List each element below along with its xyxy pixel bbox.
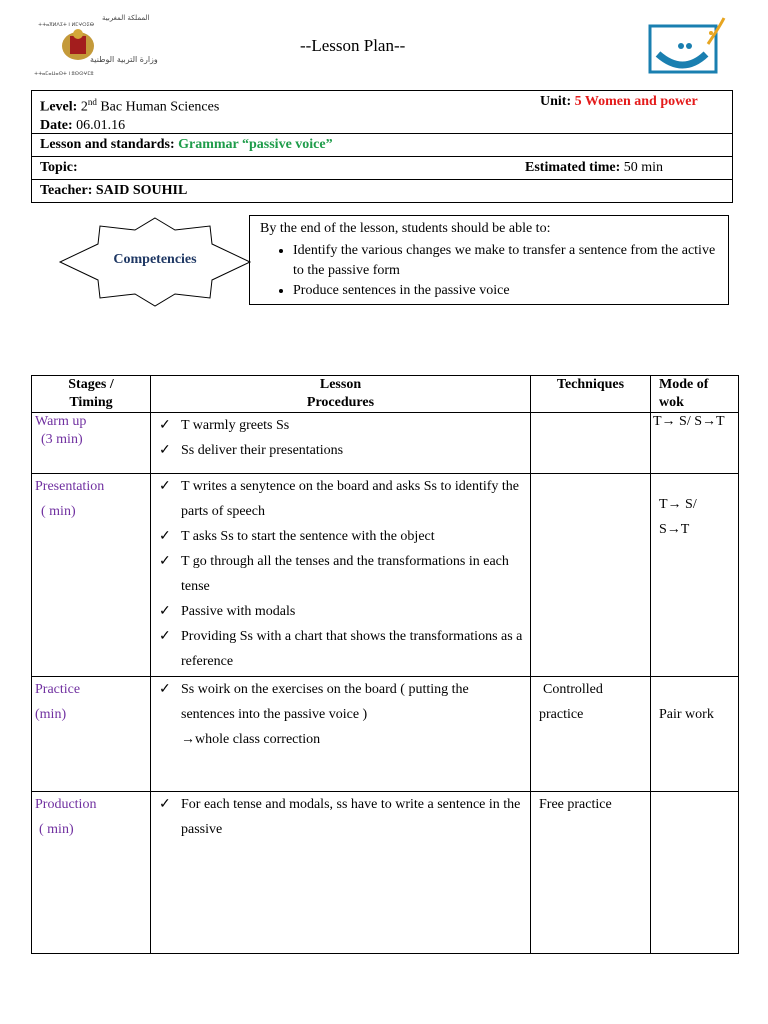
standards-label: Lesson and standards:	[40, 137, 175, 152]
technique-cell	[531, 413, 651, 474]
procedures-cell	[151, 413, 531, 474]
table-header-row	[32, 376, 739, 413]
procedures-cell	[151, 792, 531, 954]
list-item: ✓ Ss woirk on the exercises on the board ( putting the sentences into the passive voice )	[159, 682, 469, 722]
competencies-list	[260, 241, 728, 301]
svg-text:+ⵜⴰⵎⴰⵡⴰⵙⵜ ⵏ ⵓⵙⵙⵖⵎⵓ: +ⵜⴰⵎⴰⵡⴰⵙⵜ ⵏ ⵓⵙⵙⵖⵎⵓ	[34, 71, 94, 77]
technique-cell: Controlled practice	[531, 677, 651, 792]
unit-value: 5 Women and power	[574, 94, 698, 109]
header-lesson: Lesson Procedures	[151, 376, 531, 413]
time-label: Estimated time:	[525, 160, 621, 175]
table-row	[32, 474, 739, 677]
stage-cell: Warm up (3 min)	[32, 413, 151, 474]
competencies-label: Competencies	[113, 252, 197, 267]
level-sup: nd	[87, 97, 97, 107]
table-row	[32, 413, 739, 474]
school-logo	[648, 16, 728, 74]
list-item: ✓ Providing Ss with a chart that shows the transformations as a reference	[159, 629, 523, 669]
list-item: ✓ For each tense and modals, ss have to write a sentence in the passive	[159, 797, 521, 837]
competencies-box	[249, 215, 729, 305]
svg-text:المملكة المغربية: المملكة المغربية	[102, 14, 150, 22]
competency-item: • Produce sentences in the passive voice	[293, 281, 728, 301]
mode-cell: T→ S/ S→T	[651, 474, 739, 677]
stage-cell: Practice (min)	[32, 677, 151, 792]
mode-cell: T→ S/ S→T	[651, 413, 739, 474]
info-row-level	[32, 91, 732, 134]
stage-cell: Production ( min)	[32, 792, 151, 954]
svg-text:+ⵜⴰⴳⵍⴷⵉⵜ ⵏ ⵍⵎⵖⵔⵉⴱ: +ⵜⴰⴳⵍⴷⵉⵜ ⵏ ⵍⵎⵖⵔⵉⴱ	[38, 22, 95, 28]
header-techniques: Techniques	[531, 376, 651, 413]
mode-cell: Pair work	[651, 677, 739, 792]
technique-cell: Free practice	[531, 792, 651, 954]
procedures-cell	[151, 677, 531, 792]
level-value: Bac Human Sciences	[100, 99, 220, 115]
mode-cell	[651, 792, 739, 954]
list-item: ✓ T writes a senytence on the board and asks Ss to identify the parts of speech	[159, 479, 519, 519]
date-value: 06.01.16	[76, 117, 126, 133]
header-mode: Mode of wok	[651, 376, 739, 413]
stage-cell: Presentation ( min)	[32, 474, 151, 677]
table-row	[32, 792, 739, 954]
topic-label: Topic:	[40, 160, 78, 175]
level-label: Level:	[40, 99, 78, 115]
list-item: ✓ Ss deliver their presentations	[159, 443, 344, 458]
info-row-teacher	[32, 180, 732, 202]
info-row-topic	[32, 157, 732, 180]
date-label: Date:	[40, 117, 73, 133]
page-title: --Lesson Plan--	[300, 36, 406, 55]
unit-label: Unit:	[540, 94, 572, 109]
time-value: 50 min	[623, 160, 664, 175]
technique-cell	[531, 474, 651, 677]
header-stages: Stages / Timing	[32, 376, 151, 413]
competency-item: • Identify the various changes we make to transfer a sentence from the active to the passive form	[293, 241, 728, 281]
list-item: ✓ T warmly greets Ss	[159, 418, 290, 433]
list-item: ✓ Passive with modals	[159, 604, 296, 619]
info-row-standards	[32, 134, 732, 157]
teacher-value: SAID SOUHIL	[95, 183, 188, 198]
list-item: ✓ T go through all the tenses and the transformations in each tense	[159, 554, 509, 594]
lesson-info-table	[31, 90, 733, 203]
standards-value: Grammar “passive voice”	[178, 137, 333, 152]
list-item: ✓ T asks Ss to start the sentence with the object	[159, 529, 435, 544]
svg-text:وزارة التربية الوطنية: وزارة التربية الوطنية	[90, 55, 158, 64]
table-row	[32, 677, 739, 792]
correction-note: →whole class correction	[181, 732, 321, 747]
level-num: 2	[80, 99, 88, 115]
ministry-logo	[32, 12, 158, 80]
competencies-intro: By the end of the lesson, students should be able to:	[260, 221, 551, 236]
procedures-cell	[151, 474, 531, 677]
procedures-table	[31, 375, 739, 954]
teacher-label: Teacher:	[40, 183, 93, 198]
